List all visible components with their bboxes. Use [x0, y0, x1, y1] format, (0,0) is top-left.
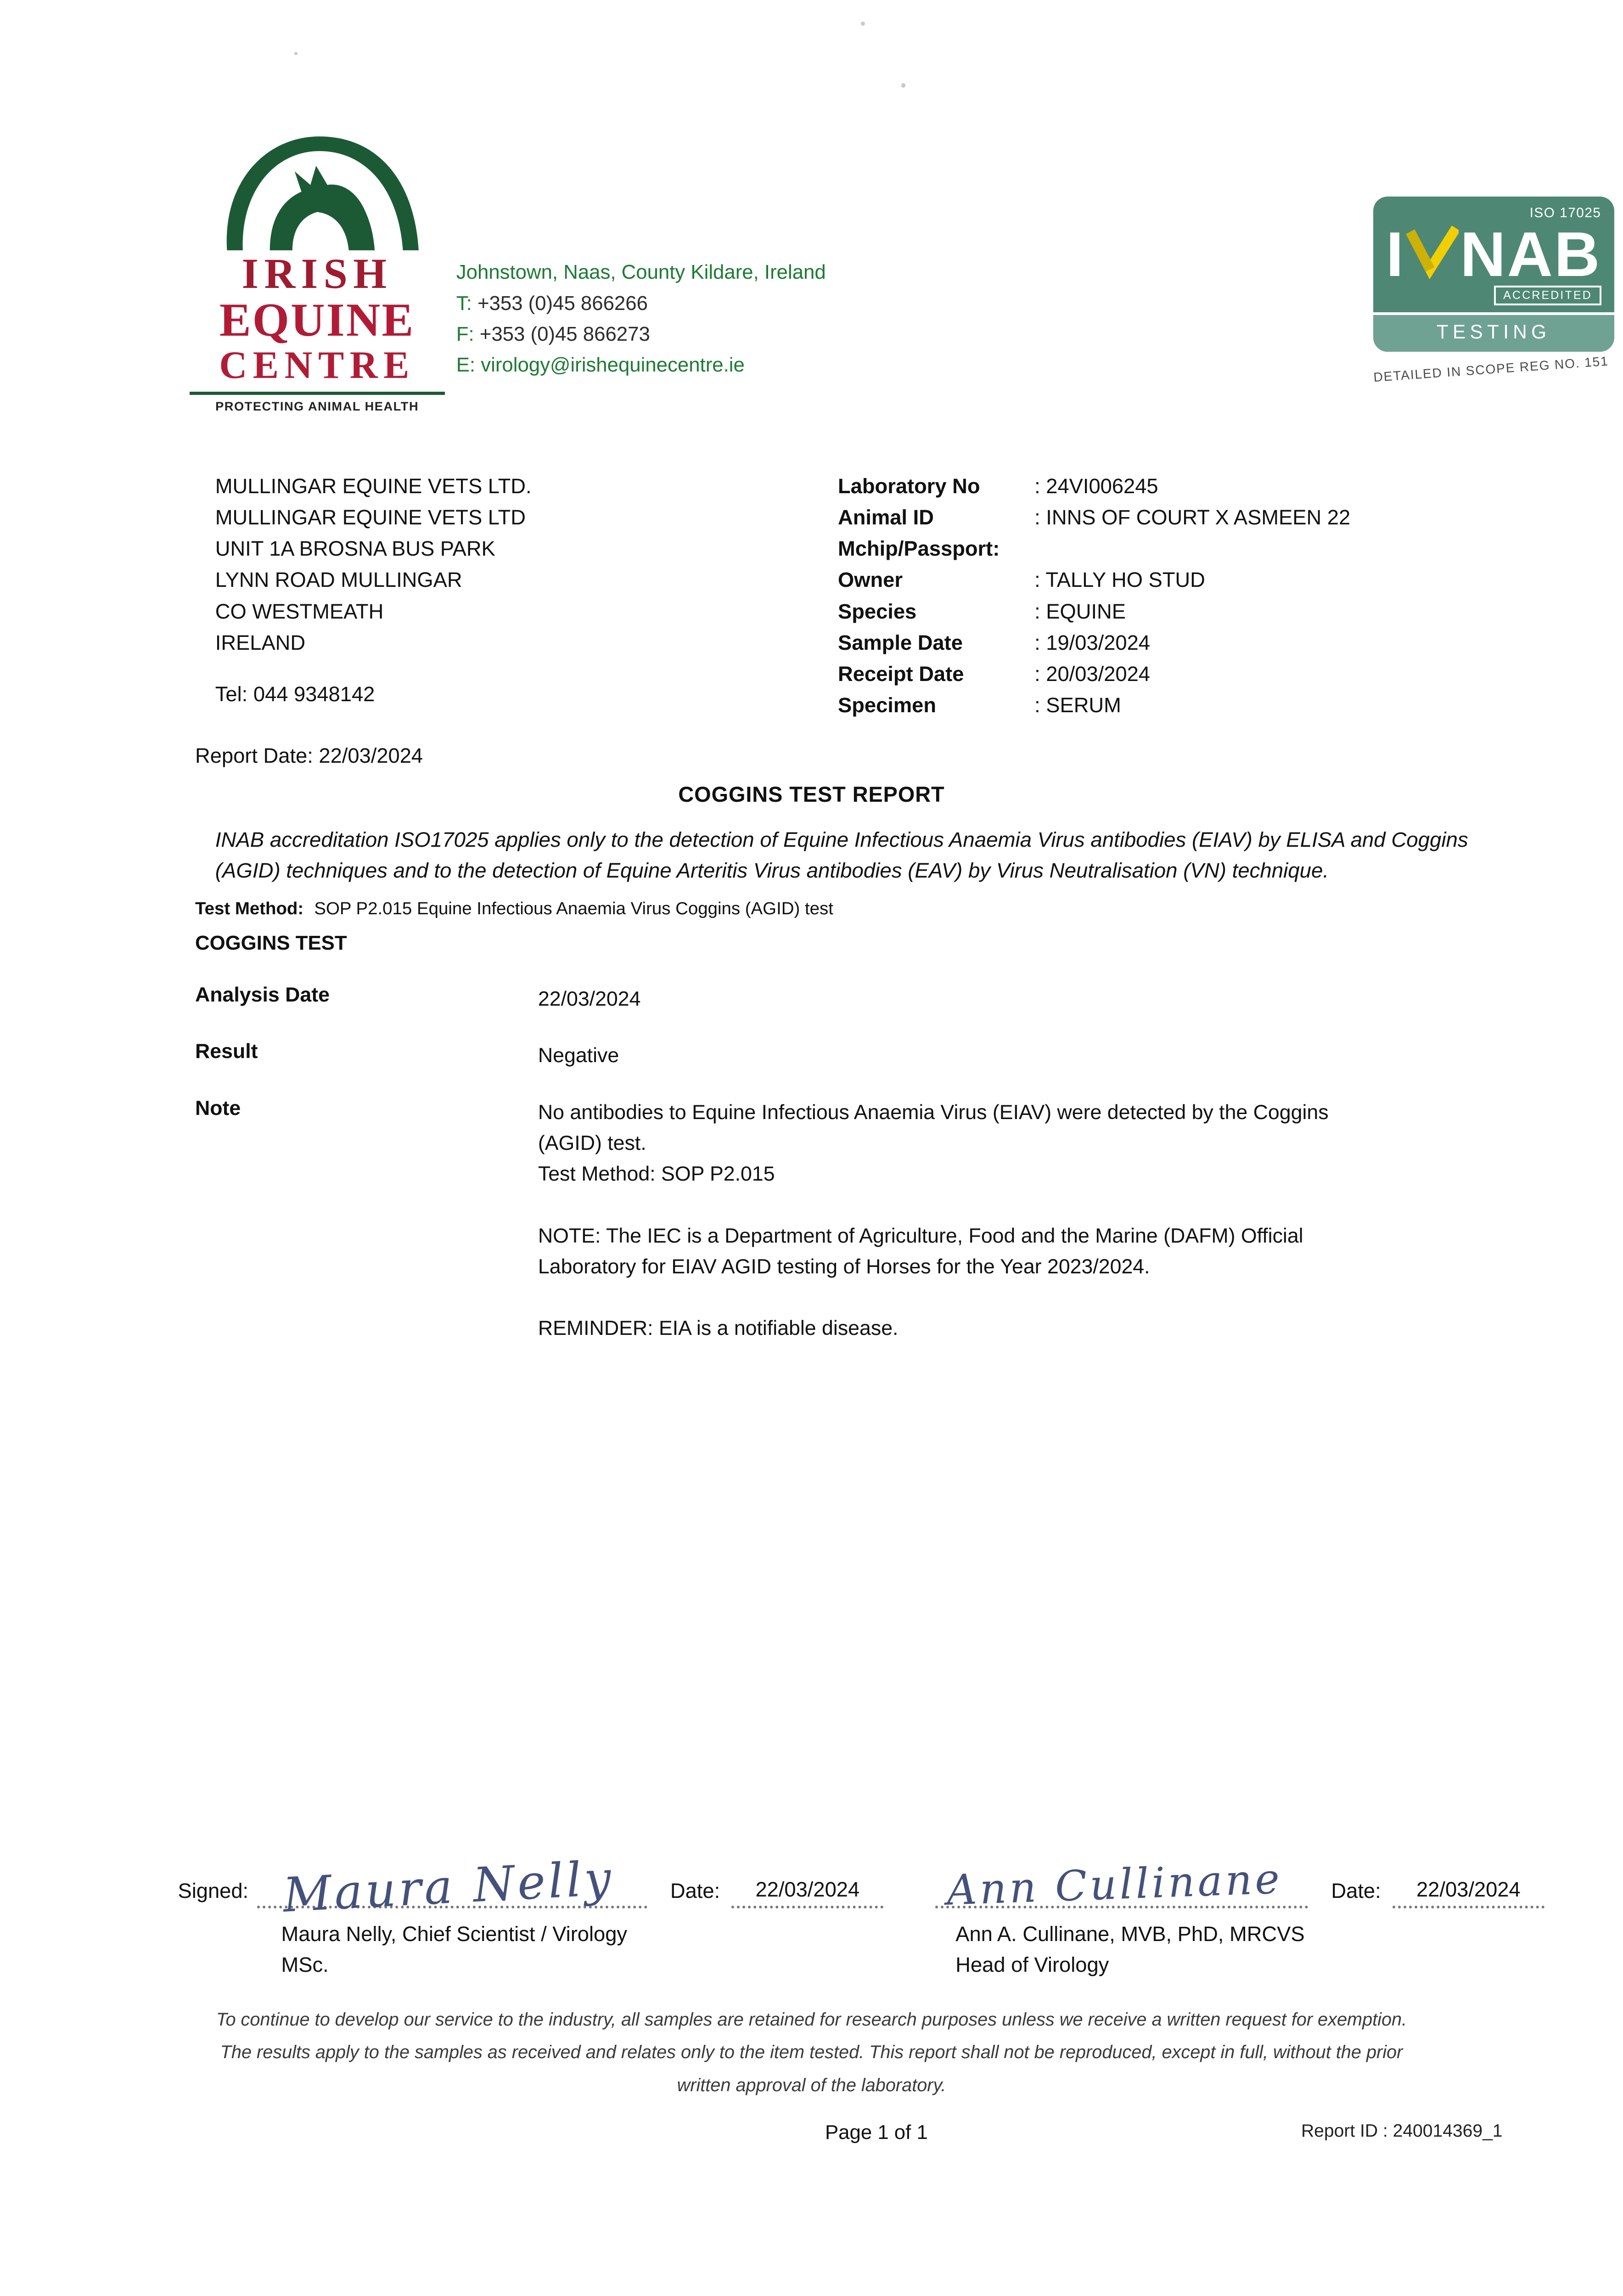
inab-logo	[1373, 197, 1614, 352]
detail-label: Sample Date	[838, 630, 963, 654]
logo-word-equine: EQUINE	[219, 293, 415, 346]
signature-section	[0, 1831, 1623, 2103]
result-value: Negative	[538, 1044, 619, 1067]
signature-date-1: 22/03/2024	[731, 1878, 883, 1908]
signed-label: Signed:	[178, 1879, 249, 1902]
report-date: Report Date: 22/03/2024	[195, 744, 423, 767]
inab-letter-i: I	[1386, 219, 1404, 290]
detail-value: : EQUINE	[1034, 599, 1126, 623]
detail-row-receipt-date	[838, 658, 1623, 690]
date-label: Date:	[670, 1879, 720, 1902]
note-paragraph: REMINDER: EIA is a notifiable disease.	[538, 1317, 899, 1340]
detail-row-sample-date	[838, 627, 1623, 658]
note-text	[538, 1097, 1342, 1344]
coggins-test-section-title: COGGINS TEST	[195, 932, 347, 955]
inab-wordmark	[1386, 219, 1601, 290]
contact-fax-line	[456, 319, 826, 349]
check-icon	[1405, 218, 1459, 281]
note-paragraph: No antibodies to Equine Infectious Anaemia Virus (EIAV) were detected by the Coggins (AGID) test.	[538, 1101, 1329, 1154]
inab-scope-caption: DETAILED IN SCOPE REG NO. 151	[1373, 354, 1609, 384]
contact-email-line	[456, 349, 826, 380]
detail-row-owner	[838, 564, 1623, 596]
inab-letters-nab: NAB	[1460, 219, 1601, 290]
fax-label: F:	[456, 322, 474, 345]
detail-label: Species	[838, 599, 917, 623]
detail-row-species	[838, 596, 1623, 627]
email-address: virology@irishequinecentre.ie	[481, 353, 745, 376]
recipient-line: UNIT 1A BROSNA BUS PARK	[215, 537, 495, 561]
logo-tagline: PROTECTING ANIMAL HEALTH	[190, 392, 445, 414]
letterhead	[0, 0, 1623, 462]
disclaimer-line-1: To continue to develop our service to the industry, all samples are retained for research purposes unless we receive a written request for exemption.	[216, 2009, 1407, 2030]
detail-label: Specimen	[838, 693, 936, 717]
detail-value: : 20/03/2024	[1034, 662, 1151, 686]
logo-word-centre: CENTRE	[219, 344, 415, 387]
detail-value: : 19/03/2024	[1034, 630, 1151, 654]
inab-testing-bar: TESTING	[1373, 312, 1614, 351]
signatory-1-credentials: MSc.	[281, 1953, 329, 1977]
detail-label: Laboratory No	[838, 474, 980, 498]
phone-number: +353 (0)45 866266	[477, 292, 648, 315]
phone-label: T:	[456, 292, 472, 315]
detail-row-animal-id	[838, 502, 1623, 533]
analysis-date-row	[195, 984, 1623, 1014]
recipient-line: IRELAND	[215, 630, 306, 654]
contact-address: Johnstown, Naas, County Kildare, Ireland	[456, 261, 826, 284]
signature-row	[0, 1831, 1623, 1923]
detail-label: Animal ID	[838, 506, 934, 529]
signatory-2-title: Head of Virology	[955, 1953, 1109, 1977]
detail-label: Receipt Date	[838, 662, 964, 686]
analysis-date-value: 22/03/2024	[538, 987, 641, 1010]
disclaimer	[215, 2003, 1408, 2103]
disclaimer-line-2: The results apply to the samples as received and relates only to the item tested. This report shall not be reproduced, except in full, without the prior written approval of the laboratory.	[220, 2042, 1403, 2096]
note-paragraph: NOTE: The IEC is a Department of Agriculture, Food and the Marine (DAFM) Official Laboratory for EIAV AGID testing of Horses for the Year 2023/2024.	[538, 1224, 1303, 1278]
addressee-and-sample-details	[0, 462, 1623, 721]
signatory-names	[0, 1919, 1623, 1980]
recipient-address-block	[215, 471, 838, 721]
signature-line-1	[257, 1831, 647, 1923]
signatory-2	[955, 1919, 1304, 1980]
test-method-value: SOP P2.015 Equine Infectious Anaemia Virus Coggins (AGID) test	[314, 899, 833, 919]
detail-value: : SERUM	[1034, 693, 1121, 717]
detail-row-mchip-passport	[838, 533, 1623, 564]
sample-details-block	[838, 471, 1623, 721]
date-label: Date:	[1331, 1879, 1381, 1902]
test-method-line	[195, 899, 1623, 919]
contact-info	[456, 257, 826, 380]
recipient-line: MULLINGAR EQUINE VETS LTD	[215, 506, 526, 529]
inab-iso-label: ISO 17025	[1529, 205, 1601, 220]
test-method-label: Test Method:	[195, 899, 304, 919]
recipient-line: MULLINGAR EQUINE VETS LTD.	[215, 474, 532, 498]
signatory-1	[281, 1919, 956, 1980]
logo-word-irish: IRISH	[241, 250, 393, 298]
detail-value: : 24VI006245	[1034, 474, 1158, 498]
signature-line-2	[935, 1831, 1309, 1915]
recipient-telephone: Tel: 044 9348142	[215, 682, 375, 706]
inab-accredited-label: ACCREDITED	[1494, 286, 1601, 305]
page-number: Page 1 of 1	[825, 2121, 928, 2144]
inab-accreditation-mark	[1373, 197, 1614, 384]
signatory-2-name: Ann A. Cullinane, MVB, PhD, MRCVS	[955, 1922, 1305, 1946]
detail-row-specimen	[838, 690, 1623, 721]
result-row	[195, 1040, 1623, 1071]
detail-value: : INNS OF COURT X ASMEEN 22	[1034, 506, 1351, 529]
horse-logo-icon	[204, 126, 431, 253]
recipient-line: CO WESTMEATH	[215, 599, 384, 623]
irish-equine-centre-logo	[190, 126, 445, 414]
contact-phone-line	[456, 288, 826, 319]
analysis-date-label: Analysis Date	[195, 983, 330, 1006]
note-paragraph: Test Method: SOP P2.015	[538, 1163, 775, 1186]
detail-value: : TALLY HO STUD	[1034, 568, 1205, 592]
signatory-1-name: Maura Nelly, Chief Scientist / Virology	[281, 1922, 628, 1946]
handwritten-signature-1: Maura Nelly	[281, 1851, 615, 1923]
note-row	[195, 1097, 1623, 1344]
note-label: Note	[195, 1097, 241, 1120]
email-label: E:	[456, 353, 476, 376]
report-title: COGGINS TEST REPORT	[678, 782, 945, 807]
detail-label: Mchip/Passport:	[838, 537, 1000, 561]
result-label: Result	[195, 1040, 258, 1063]
detail-label: Owner	[838, 568, 903, 592]
detail-row-laboratory-no	[838, 471, 1623, 502]
report-id: Report ID : 240014369_1	[1301, 2121, 1503, 2141]
signature-date-2: 22/03/2024	[1393, 1878, 1544, 1908]
accreditation-note: INAB accreditation ISO17025 applies only to the detection of Equine Infectious Anaemia Virus antibodies (EIAV) by ELISA and Coggins (AGID) techniques and to the detection of Equine Arteritis Virus antibodies (EAV) by Virus Neutralisation (VN) technique.	[215, 827, 1468, 882]
fax-number: +353 (0)45 866273	[479, 322, 650, 345]
recipient-line: LYNN ROAD MULLINGAR	[215, 568, 462, 592]
handwritten-signature-2: Ann Cullinane	[946, 1854, 1283, 1915]
